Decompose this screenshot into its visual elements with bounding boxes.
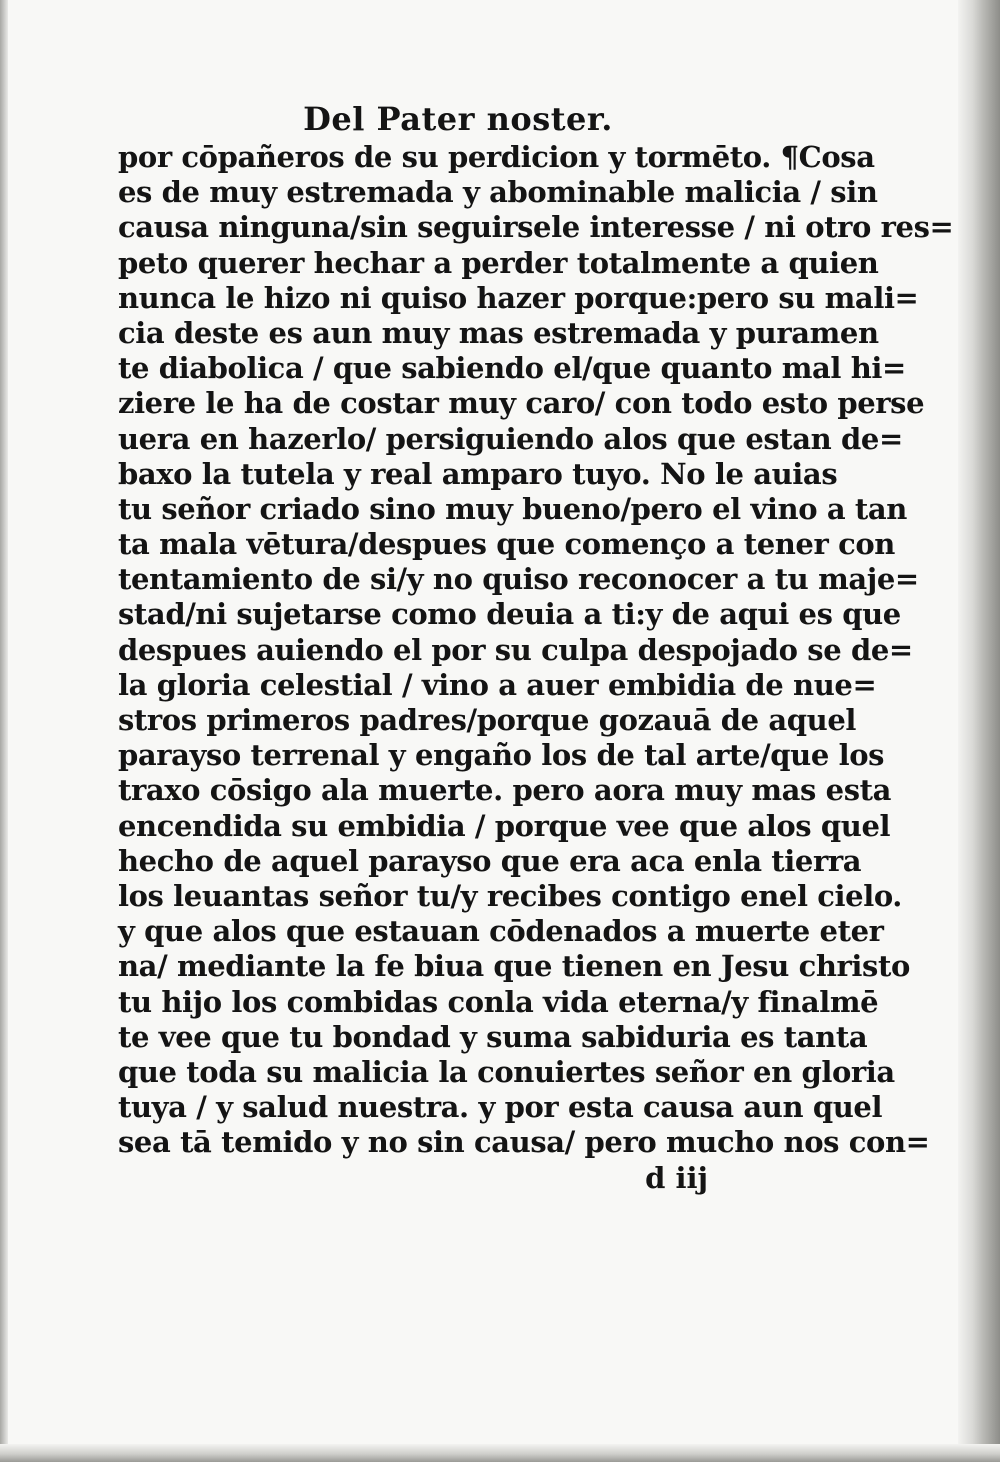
text-line: te vee que tu bondad y suma sabiduria es tanta bbox=[118, 1019, 868, 1054]
text-line: es de muy estremada y abominable malicia / sin bbox=[118, 175, 878, 210]
text-line: hecho de aquel parayso que era aca enla tierra bbox=[118, 843, 862, 878]
text-line: uera en hazerlo/ persiguiendo alos que estan de= bbox=[118, 421, 903, 456]
text-line: por cōpañeros de su perdicion y tormēto. ¶Cosa bbox=[118, 140, 875, 174]
text-line: tuya / y salud nuestra. y por esta causa aun quel bbox=[118, 1090, 883, 1125]
text-line: encendida su embidia / porque vee que alos quel bbox=[118, 808, 891, 843]
running-header: Del Pater noster. bbox=[303, 100, 613, 138]
body-text bbox=[118, 140, 954, 1160]
text-line: tentamiento de si/y no quiso reconocer a tu maje= bbox=[118, 562, 919, 597]
text-line: despues auiendo el por su culpa despojado se de= bbox=[118, 632, 913, 667]
text-line: sea tā temido y no sin causa/ pero mucho nos con= bbox=[118, 1125, 930, 1160]
text-line: nunca le hizo ni quiso hazer porque:pero su mali= bbox=[118, 280, 919, 315]
text-line: ziere le ha de costar muy caro/ con todo esto perse bbox=[118, 386, 925, 421]
text-line: tu hijo los combidas conla vida eterna/y finalmē bbox=[118, 984, 879, 1019]
text-line: stros primeros padres/porque gozauā de aquel bbox=[118, 703, 857, 737]
text-line: los leuantas señor tu/y recibes contigo enel cielo. bbox=[118, 878, 902, 913]
signature-mark: d iij bbox=[645, 1161, 708, 1196]
text-line: que toda su malicia la conuiertes señor en gloria bbox=[118, 1054, 895, 1089]
page-text-block bbox=[118, 98, 954, 1196]
page-bottom-shadow bbox=[0, 1444, 1000, 1462]
page-left-shadow bbox=[0, 0, 8, 1462]
text-line: na/ mediante la fe biua que tienen en Jesu christo bbox=[118, 949, 910, 984]
text-line: cia deste es aun muy mas estremada y puramen bbox=[118, 315, 879, 350]
text-line: parayso terrenal y engaño los de tal arte/que los bbox=[118, 738, 885, 773]
text-line: te diabolica / que sabiendo el/que quanto mal hi= bbox=[118, 351, 906, 386]
text-line: stad/ni sujetarse como deuia a ti:y de aqui es que bbox=[118, 597, 901, 632]
text-line: causa ninguna/sin seguirsele interesse / ni otro res= bbox=[118, 210, 954, 245]
text-line: tu señor criado sino muy bueno/pero el vino a tan bbox=[118, 491, 907, 526]
text-line: traxo cōsigo ala muerte. pero aora muy mas esta bbox=[118, 773, 892, 808]
page-right-shadow bbox=[958, 0, 1000, 1462]
text-line: la gloria celestial / vino a auer embidia de nue= bbox=[118, 667, 877, 702]
text-line: y que alos que estauan cōdenados a muerte eter bbox=[118, 914, 884, 949]
text-line: peto querer hechar a perder totalmente a quien bbox=[118, 245, 879, 280]
text-line: baxo la tutela y real amparo tuyo. No le auias bbox=[118, 456, 838, 491]
text-line: ta mala vētura/despues que començo a tener con bbox=[118, 527, 895, 562]
